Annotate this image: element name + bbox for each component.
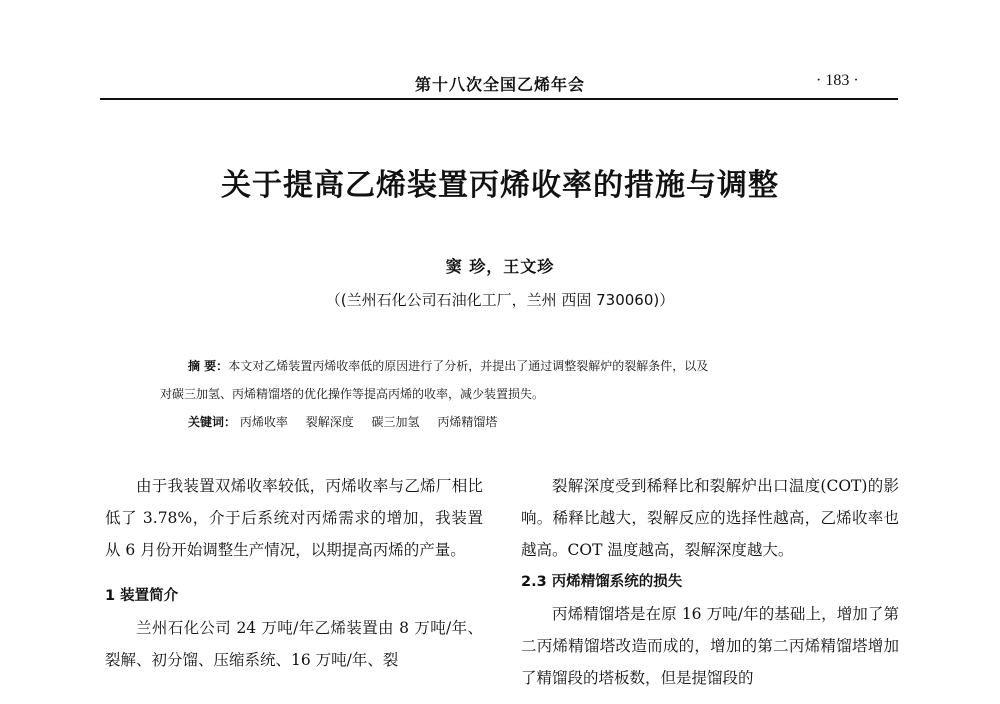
keyword-item: 丙烯精馏塔: [437, 415, 498, 429]
abstract-text-1: 本文对乙烯装置丙烯收率低的原因进行了分析，并提出了通过调整裂解炉的裂解条件，以及: [228, 359, 709, 373]
section-2-3-heading: 2.3 丙烯精馏系统的损失: [521, 574, 683, 590]
running-title: 第十八次全国乙烯年会: [414, 75, 585, 94]
header-rule: [100, 98, 898, 100]
authors: 窦 珍，王文珍: [445, 257, 555, 276]
article-title: 关于提高乙烯装置丙烯收率的措施与调整: [221, 168, 779, 203]
abstract-line-2: 对碳三加氢、丙烯精馏塔的优化操作等提高丙烯的收率，减少装置损失。: [160, 387, 545, 401]
section-1-paragraph: 兰州石化公司 24 万吨/年乙烯装置由 8 万吨/年、裂解、初分馏、压缩系统、16 万吨/年、裂: [105, 619, 483, 669]
keyword-item: 裂解深度: [305, 415, 354, 429]
abstract: [160, 352, 850, 408]
abstract-line-1: [160, 352, 850, 380]
affiliation: （(兰州石化公司石油化工厂，兰州 西固 730060)）: [325, 291, 675, 309]
left-column: [105, 470, 483, 676]
keyword-item: 碳三加氢: [371, 415, 420, 429]
section-1-heading: 1 装置简介: [105, 588, 179, 604]
keywords: [188, 408, 848, 436]
cracking-depth-paragraph: 裂解深度受到稀释比和裂解炉出口温度(COT)的影响。稀释比越大，裂解反应的选择性越高，乙烯收率也越高。COT 温度越高，裂解深度越大。: [521, 477, 899, 559]
page-number: · 183 ·: [816, 72, 859, 89]
keyword-item: 丙烯收率: [239, 415, 288, 429]
right-column: [521, 470, 899, 694]
abstract-label: 摘 要：: [188, 359, 229, 373]
section-2-3-paragraph: 丙烯精馏塔是在原 16 万吨/年的基础上，增加了第二丙烯精馏塔改造而成的，增加的第二丙烯精馏塔增加了精馏段的塔板数，但是提馏段的: [521, 605, 899, 687]
keywords-label: 关键词：: [188, 415, 237, 429]
intro-paragraph: 由于我装置双烯收率较低，丙烯收率与乙烯厂相比低了 3.78%，介于后系统对丙烯需求的增加，我装置从 6 月份开始调整生产情况，以期提高丙烯的产量。: [105, 477, 483, 559]
